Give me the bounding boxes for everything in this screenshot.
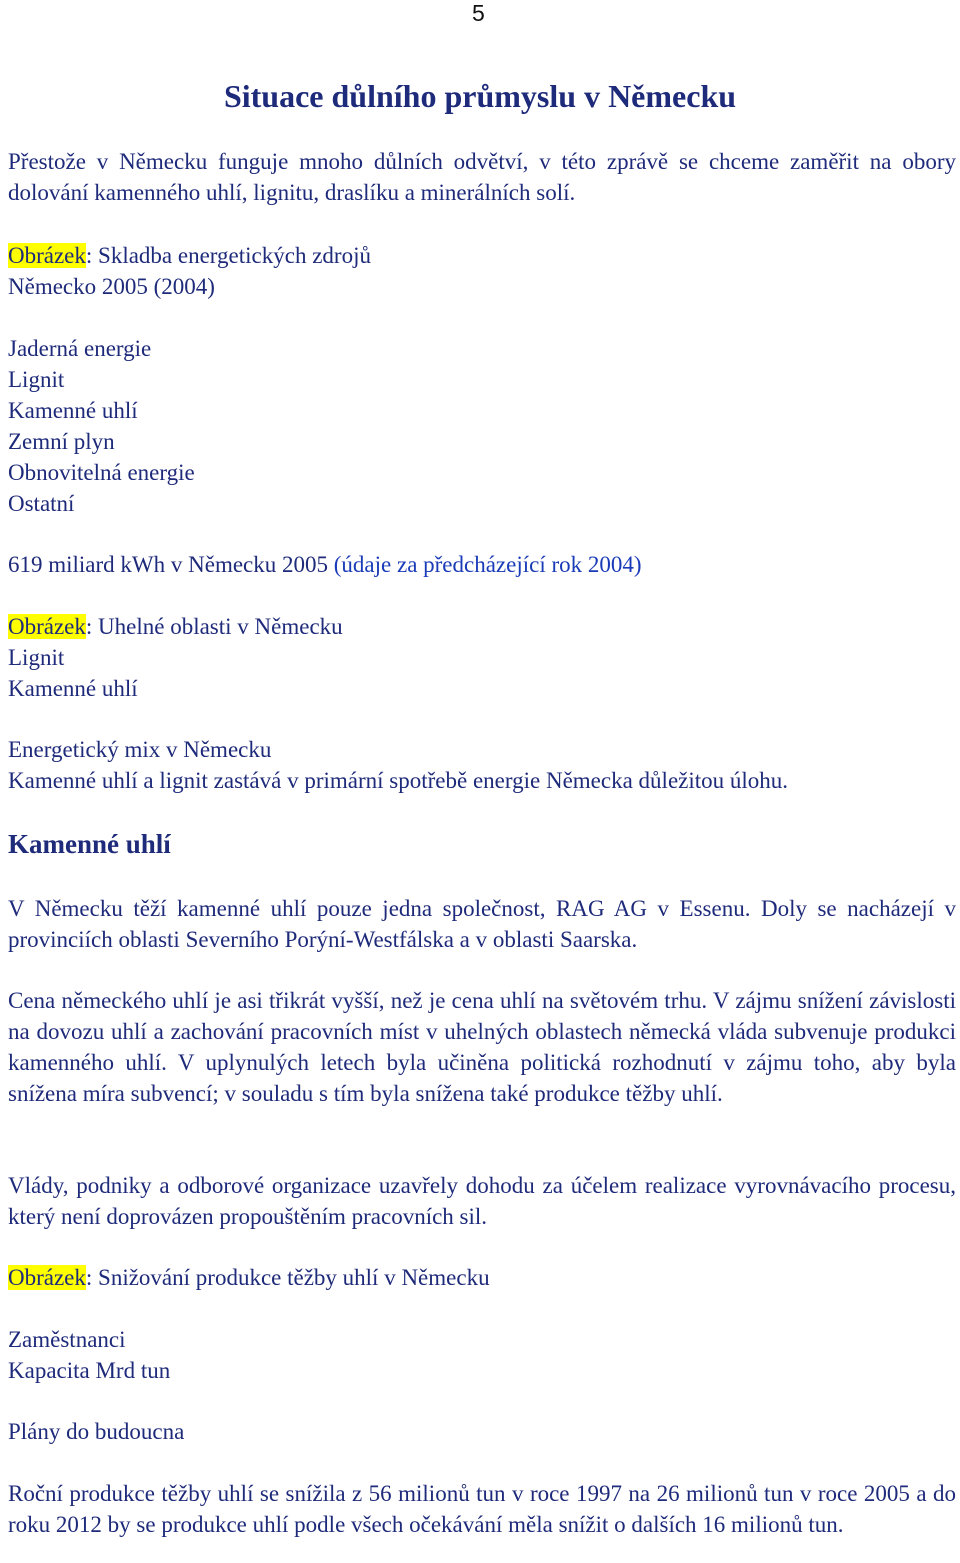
figure3-plans: Plány do budoucna xyxy=(8,1419,185,1444)
figure2-caption xyxy=(8,611,343,642)
figure1-legend-item: Lignit xyxy=(8,367,65,392)
section-heading: Kamenné uhlí xyxy=(8,829,171,859)
figure1-legend-item: Obnovitelná energie xyxy=(8,460,195,485)
figure2-legend-item: Kamenné uhlí xyxy=(8,676,138,701)
figure2-caption-text: : Uhelné oblasti v Německu xyxy=(85,614,343,639)
figure3-caption-text: : Snižování produkce těžby uhlí v Německu xyxy=(85,1265,490,1290)
figure3-label: Obrázek xyxy=(8,1265,86,1290)
figure3-legend-item: Zaměstnanci xyxy=(8,1327,126,1352)
figure1-subtitle: Německo 2005 (2004) xyxy=(8,274,215,299)
energy-mix-text: Kamenné uhlí a lignit zastává v primární spotřebě energie Německa důležitou úlohu. xyxy=(8,768,789,793)
figure1-legend-item: Ostatní xyxy=(8,491,75,516)
page-number: 5 xyxy=(472,0,485,26)
intro-paragraph: Přestože v Německu funguje mnoho důlních odvětví, v této zprávě se chceme zaměřit na obory dolování kamenného uhlí, lignitu, draslíku a minerálních solí. xyxy=(8,149,956,205)
figure1-caption xyxy=(8,240,371,271)
figure1-note-paren: (údaje za předcházející rok 2004) xyxy=(333,552,642,577)
figure1-note xyxy=(8,549,642,580)
figure1-legend-item: Kamenné uhlí xyxy=(8,398,138,423)
closing-paragraph: Roční produkce těžby uhlí se snížila z 56 milionů tun v roce 1997 na 26 milionů tun v roce 2005 a do roku 2012 by se produkce uhlí podle všech očekávání měla snížit o dalších 16 milionů tun. xyxy=(8,1481,956,1537)
paragraph-companies: V Německu těží kamenné uhlí pouze jedna společnost, RAG AG v Essenu. Doly se nacházejí v provinciích oblasti Severního Porýní-Westfálska a v oblasti Saarska. xyxy=(8,896,956,952)
paragraph-subsidies: Cena německého uhlí je asi třikrát vyšší, než je cena uhlí na světovém trhu. V zájmu snížení závislosti na dovozu uhlí a zachování pracovních míst v uhelných oblastech německá vláda subvenuje produkci kamenného uhlí. V uplynulých letech byla učiněna politická rozhodnutí v zájmu toho, aby byla snížena míra subvencí; v souladu s tím byla snížena také produkce těžby uhlí. xyxy=(8,988,956,1106)
figure1-label: Obrázek xyxy=(8,243,86,268)
figure1-note-main: 619 miliard kWh v Německu 2005 xyxy=(8,552,334,577)
energy-mix-heading: Energetický mix v Německu xyxy=(8,737,272,762)
figure3-legend-item: Kapacita Mrd tun xyxy=(8,1358,171,1383)
figure2-legend-item: Lignit xyxy=(8,645,65,670)
figure1-caption-text: : Skladba energetických zdrojů xyxy=(85,243,371,268)
figure1-legend-item: Jaderná energie xyxy=(8,336,152,361)
page-title: Situace důlního průmyslu v Německu xyxy=(223,78,737,114)
figure1-legend-item: Zemní plyn xyxy=(8,429,115,454)
paragraph-agreement: Vlády, podniky a odborové organizace uzavřely dohodu za účelem realizace vyrovnávacího procesu, který není doprovázen propouštěním pracovních sil. xyxy=(8,1173,956,1229)
figure2-label: Obrázek xyxy=(8,614,86,639)
figure3-caption xyxy=(8,1262,490,1293)
